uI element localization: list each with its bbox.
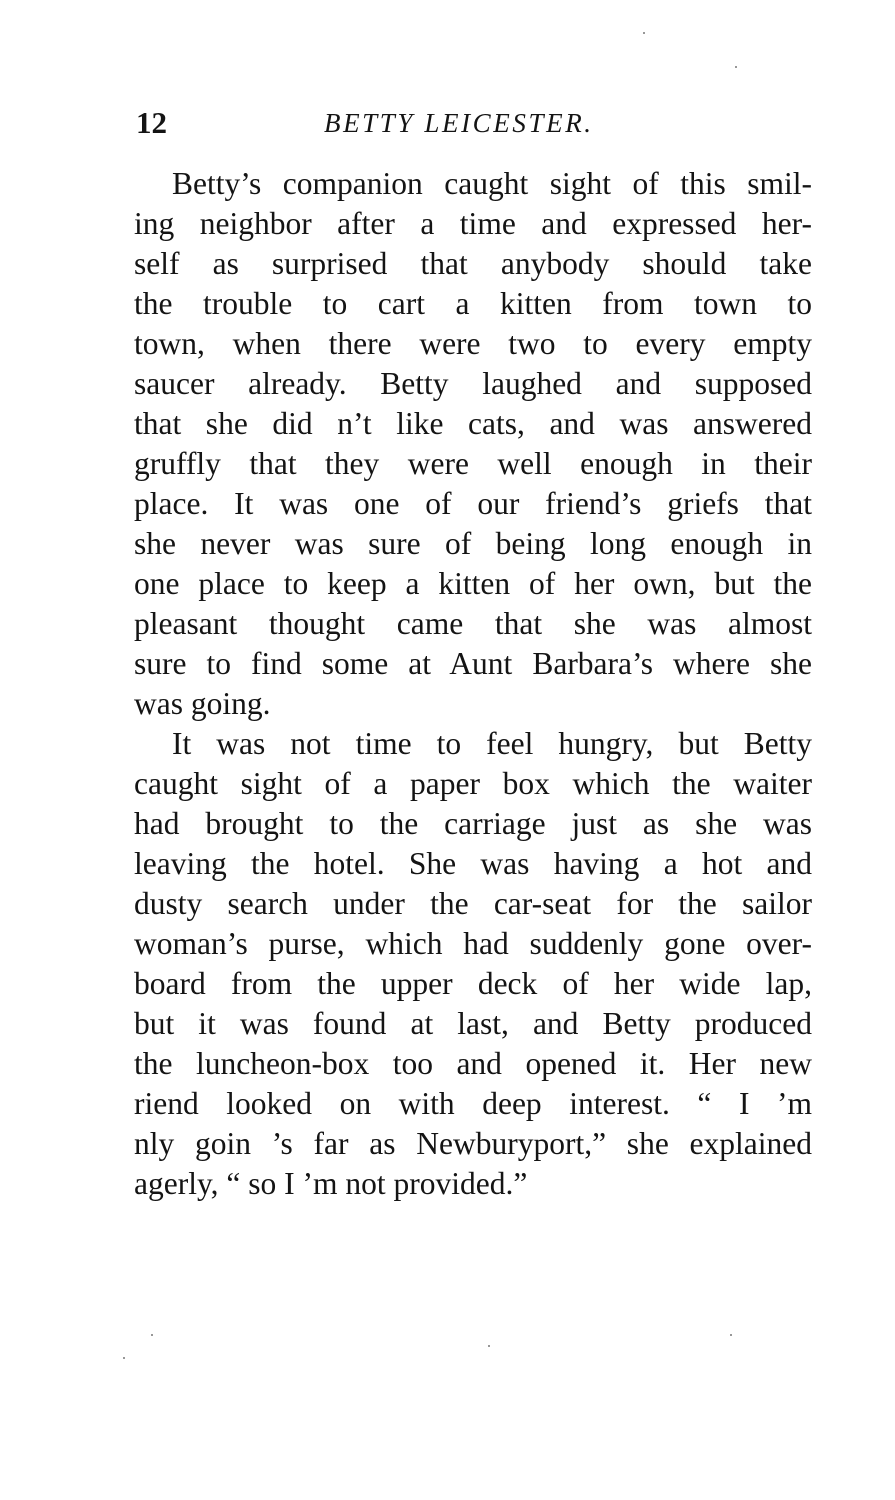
text-line: town, when there were two to every empty [134,326,812,361]
body-text [134,164,812,1204]
text-line: agerly, “ so I ’m not provided.” [134,1166,528,1201]
text-line: ing neighbor after a time and expressed her- [134,206,812,241]
scan-speck [735,66,737,68]
text-line: pleasant thought came that she was almost [134,606,812,641]
text-line: saucer already. Betty laughed and supposed [134,366,812,401]
scan-speck [488,1345,490,1347]
text-line: that she did n’t like cats, and was answered [134,406,812,441]
text-line: was going. [134,686,271,721]
text-line: she never was sure of being long enough in [134,526,812,561]
text-line: the luncheon-box too and opened it. Her new [134,1046,812,1081]
text-line: caught sight of a paper box which the waiter [134,766,812,801]
scan-speck [730,1334,732,1336]
scan-speck [151,1334,153,1336]
running-title: BETTY LEICESTER. [324,108,594,138]
text-line: board from the upper deck of her wide lap, [134,966,812,1001]
text-line: riend looked on with deep interest. “ I ’m [134,1086,812,1121]
text-line: Betty’s companion caught sight of this smil- [172,166,812,201]
text-line: but it was found at last, and Betty produced [134,1006,812,1041]
page-number: 12 [136,105,167,140]
text-line: the trouble to cart a kitten from town to [134,286,812,321]
scan-speck [643,32,645,34]
text-line: leaving the hotel. She was having a hot and [134,846,812,881]
text-line: self as surprised that anybody should take [134,246,812,281]
text-line: It was not time to feel hungry, but Betty [172,726,812,761]
running-head [136,103,813,143]
text-line: one place to keep a kitten of her own, but the [134,566,812,601]
text-line: sure to find some at Aunt Barbara’s where she [134,646,812,681]
text-line: nly goin ’s far as Newburyport,” she explained [134,1126,812,1161]
scan-speck [123,1357,125,1359]
text-line: place. It was one of our friend’s griefs that [134,486,812,521]
text-line: woman’s purse, which had suddenly gone over- [134,926,812,961]
text-line: gruffly that they were well enough in their [134,446,812,481]
text-line: dusty search under the car-seat for the sailor [134,886,812,921]
text-line: had brought to the carriage just as she was [134,806,812,841]
